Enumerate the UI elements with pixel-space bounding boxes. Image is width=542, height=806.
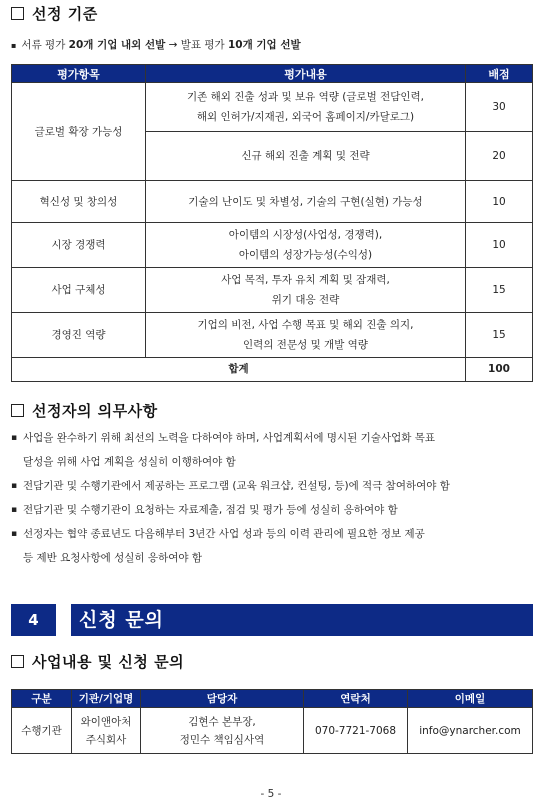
obligations-heading: 선정자의 의무사항 — [11, 400, 158, 421]
section-number-badge: 4 — [11, 604, 56, 636]
table-row — [12, 181, 533, 223]
row-item: 사업 구체성 — [12, 268, 146, 313]
checkbox-square-icon — [11, 404, 24, 417]
row-score: 10 — [466, 223, 533, 268]
contact-phone: 070-7721-7068 — [304, 708, 408, 754]
row-content: 신규 해외 진출 계획 및 전략 — [146, 132, 466, 181]
row-content: 기업의 비전, 사업 수행 목표 및 해외 진출 의지, 인력의 전문성 및 개발 역량 — [146, 313, 466, 358]
row-score: 15 — [466, 313, 533, 358]
selection-criteria-heading: 선정 기준 — [11, 3, 98, 24]
header-score: 배점 — [466, 65, 533, 83]
table-row — [12, 313, 533, 358]
table-row — [12, 223, 533, 268]
bullet-icon: ▪ — [11, 41, 17, 50]
header-org: 기관/기업명 — [72, 690, 141, 708]
table-row — [12, 268, 533, 313]
contact-org: 와이앤아처 주식회사 — [72, 708, 141, 754]
row-item: 혁신성 및 창의성 — [12, 181, 146, 223]
header-email: 이메일 — [408, 690, 533, 708]
list-item: ▪ 선정자는 협약 종료년도 다음해부터 3년간 사업 성과 등의 이력 관리에 필요한 정보 제공 등 제반 요청사항에 성실히 응하여야 함 — [11, 522, 536, 570]
list-item: ▪ 사업을 완수하기 위해 최선의 노력을 다하여야 하며, 사업계획서에 명시된 기술사업화 목표 달성을 위해 사업 계획을 성실히 이행하여야 함 — [11, 426, 536, 474]
row-score: 20 — [466, 132, 533, 181]
obligations-list — [11, 426, 536, 570]
inquiry-heading: 사업내용 및 신청 문의 — [11, 651, 184, 672]
table-header-row — [12, 65, 533, 83]
total-score: 100 — [466, 358, 533, 382]
header-type: 구분 — [12, 690, 72, 708]
selection-intro: ▪ 서류 평가 20개 기업 내외 선발 → 발표 평가 10개 기업 선발 — [11, 39, 301, 51]
table-total-row — [12, 358, 533, 382]
evaluation-table — [11, 64, 533, 382]
table-header-row — [12, 690, 533, 708]
checkbox-square-icon — [11, 7, 24, 20]
contact-person: 김현수 본부장, 정민수 책임심사역 — [141, 708, 304, 754]
contact-table — [11, 689, 533, 754]
row-score: 15 — [466, 268, 533, 313]
header-contact-person: 담당자 — [141, 690, 304, 708]
row-item: 시장 경쟁력 — [12, 223, 146, 268]
row-content: 기존 해외 진출 성과 및 보유 역량 (글로벌 전담인력, 해외 인허가/지재권, 외국어 홈페이지/카달로그) — [146, 83, 466, 132]
header-phone: 연락처 — [304, 690, 408, 708]
row-content: 아이템의 시장성(사업성, 경쟁력), 아이템의 성장가능성(수익성) — [146, 223, 466, 268]
row-score: 30 — [466, 83, 533, 132]
checkbox-square-icon — [11, 655, 24, 668]
contact-email[interactable]: info@ynarcher.com — [408, 708, 533, 754]
table-row — [12, 83, 533, 132]
row-content: 기술의 난이도 및 차별성, 기술의 구현(실현) 가능성 — [146, 181, 466, 223]
table-row — [12, 708, 533, 754]
row-content: 사업 목적, 투자 유치 계획 및 잠재력, 위기 대응 전략 — [146, 268, 466, 313]
header-item: 평가항목 — [12, 65, 146, 83]
row-score: 10 — [466, 181, 533, 223]
list-item: ▪ 전담기관 및 수행기관이 요청하는 자료제출, 점검 및 평가 등에 성실히 응하여야 함 — [11, 498, 536, 522]
contact-type: 수행기관 — [12, 708, 72, 754]
row-item: 글로벌 확장 가능성 — [12, 83, 146, 181]
row-item: 경영진 역량 — [12, 313, 146, 358]
total-label: 합계 — [12, 358, 466, 382]
page-number: - 5 - — [260, 788, 282, 800]
section-title-bar: 신청 문의 — [71, 604, 533, 636]
header-content: 평가내용 — [146, 65, 466, 83]
list-item: ▪ 전담기관 및 수행기관에서 제공하는 프로그램 (교육 워크샵, 컨설팅, 등)에 적극 참여하여야 함 — [11, 474, 536, 498]
